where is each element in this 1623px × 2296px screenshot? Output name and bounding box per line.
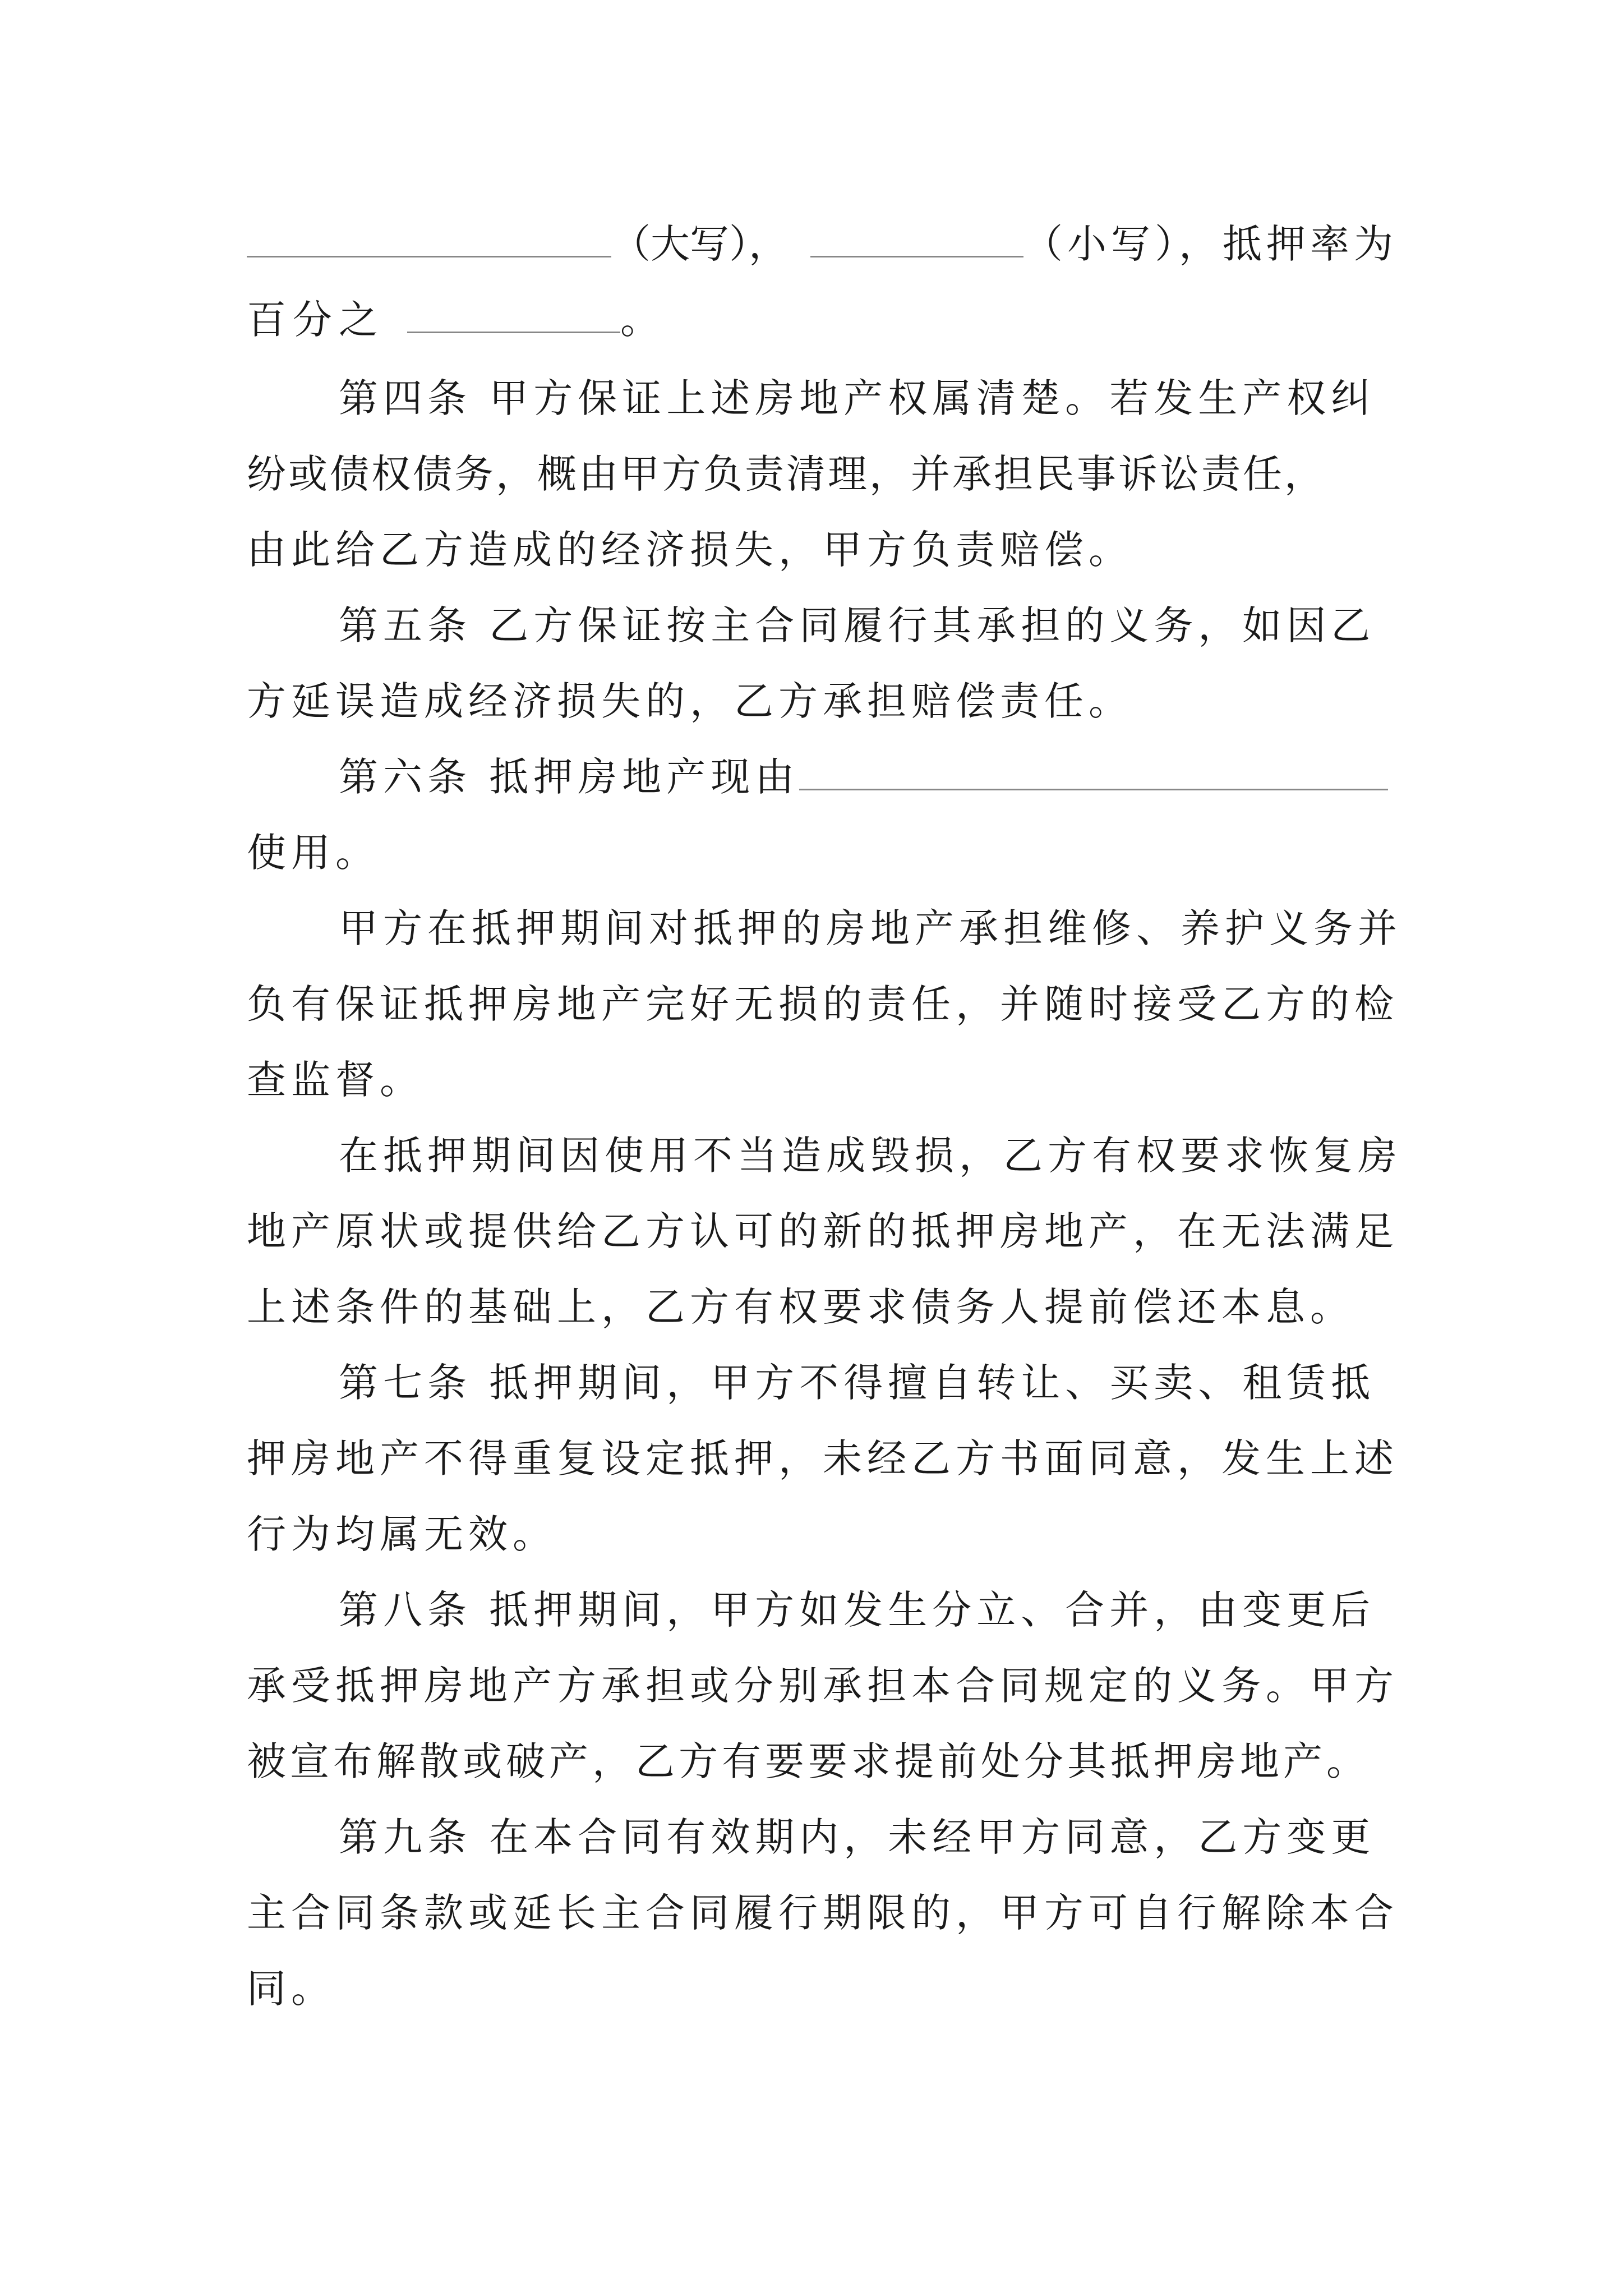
article6-line1 — [339, 749, 1388, 805]
article7-line2: 押房地产不得重复设定抵押，未经乙方书面同意，发生上述 — [247, 1435, 1399, 1481]
article8-line1: 第八条 抵押期间，甲方如发生分立、合并，由变更后 — [339, 1587, 1376, 1633]
rate-blank — [407, 297, 620, 333]
article9-line1: 第九条 在本合同有效期内，未经甲方同意，乙方变更 — [339, 1814, 1376, 1860]
article9-line3: 同。 — [247, 1966, 335, 2012]
article4-line1: 第四条 甲方保证上述房地产权属清楚。若发生产权纠 — [339, 375, 1376, 421]
amount-lower-label: （小写），抵押率为 — [1023, 221, 1398, 267]
amount-lower-blank — [810, 221, 1023, 257]
article6-text: 第六条 抵押房地产现由 — [339, 754, 800, 800]
maintenance-line3: 查监督。 — [247, 1057, 424, 1103]
article4-line2: 纷或债权债务，概由甲方负责清理，并承担民事诉讼责任， — [247, 451, 1326, 497]
article8-line3: 被宣布解散或破产，乙方有要要求提前处分其抵押房地产。 — [247, 1738, 1370, 1784]
rate-prefix: 百分之 — [247, 297, 385, 343]
damage-line1: 在抵押期间因使用不当造成毁损，乙方有权要求恢复房 — [339, 1133, 1402, 1179]
amount-upper-blank — [247, 221, 611, 257]
damage-line3: 上述条件的基础上，乙方有权要求债务人提前偿还本息。 — [247, 1284, 1354, 1330]
article7-line1: 第七条 抵押期间，甲方不得擅自转让、买卖、租赁抵 — [339, 1360, 1376, 1406]
article7-line3: 行为均属无效。 — [247, 1511, 557, 1557]
article4-line3: 由此给乙方造成的经济损失，甲方负责赔偿。 — [247, 527, 1133, 573]
amount-line — [247, 216, 1398, 272]
article6-line2: 使用。 — [247, 830, 380, 876]
maintenance-line2: 负有保证抵押房地产完好无损的责任，并随时接受乙方的检 — [247, 981, 1399, 1027]
article9-line2: 主合同条款或延长主合同履行期限的，甲方可自行解除本合 — [247, 1890, 1399, 1936]
article8-line2: 承受抵押房地产方承担或分别承担本合同规定的义务。甲方 — [247, 1663, 1399, 1709]
article5-line2: 方延误造成经济损失的，乙方承担赔偿责任。 — [247, 678, 1133, 724]
maintenance-line1: 甲方在抵押期间对抵押的房地产承担维修、养护义务并 — [339, 905, 1402, 951]
article5-line1: 第五条 乙方保证按主合同履行其承担的义务，如因乙 — [339, 602, 1376, 648]
damage-line2: 地产原状或提供给乙方认可的新的抵押房地产，在无法满足 — [247, 1208, 1399, 1254]
rate-suffix: 。 — [620, 297, 660, 343]
amount-upper-label: （大写）， — [611, 221, 788, 267]
user-blank — [799, 754, 1388, 790]
rate-line — [247, 292, 660, 348]
